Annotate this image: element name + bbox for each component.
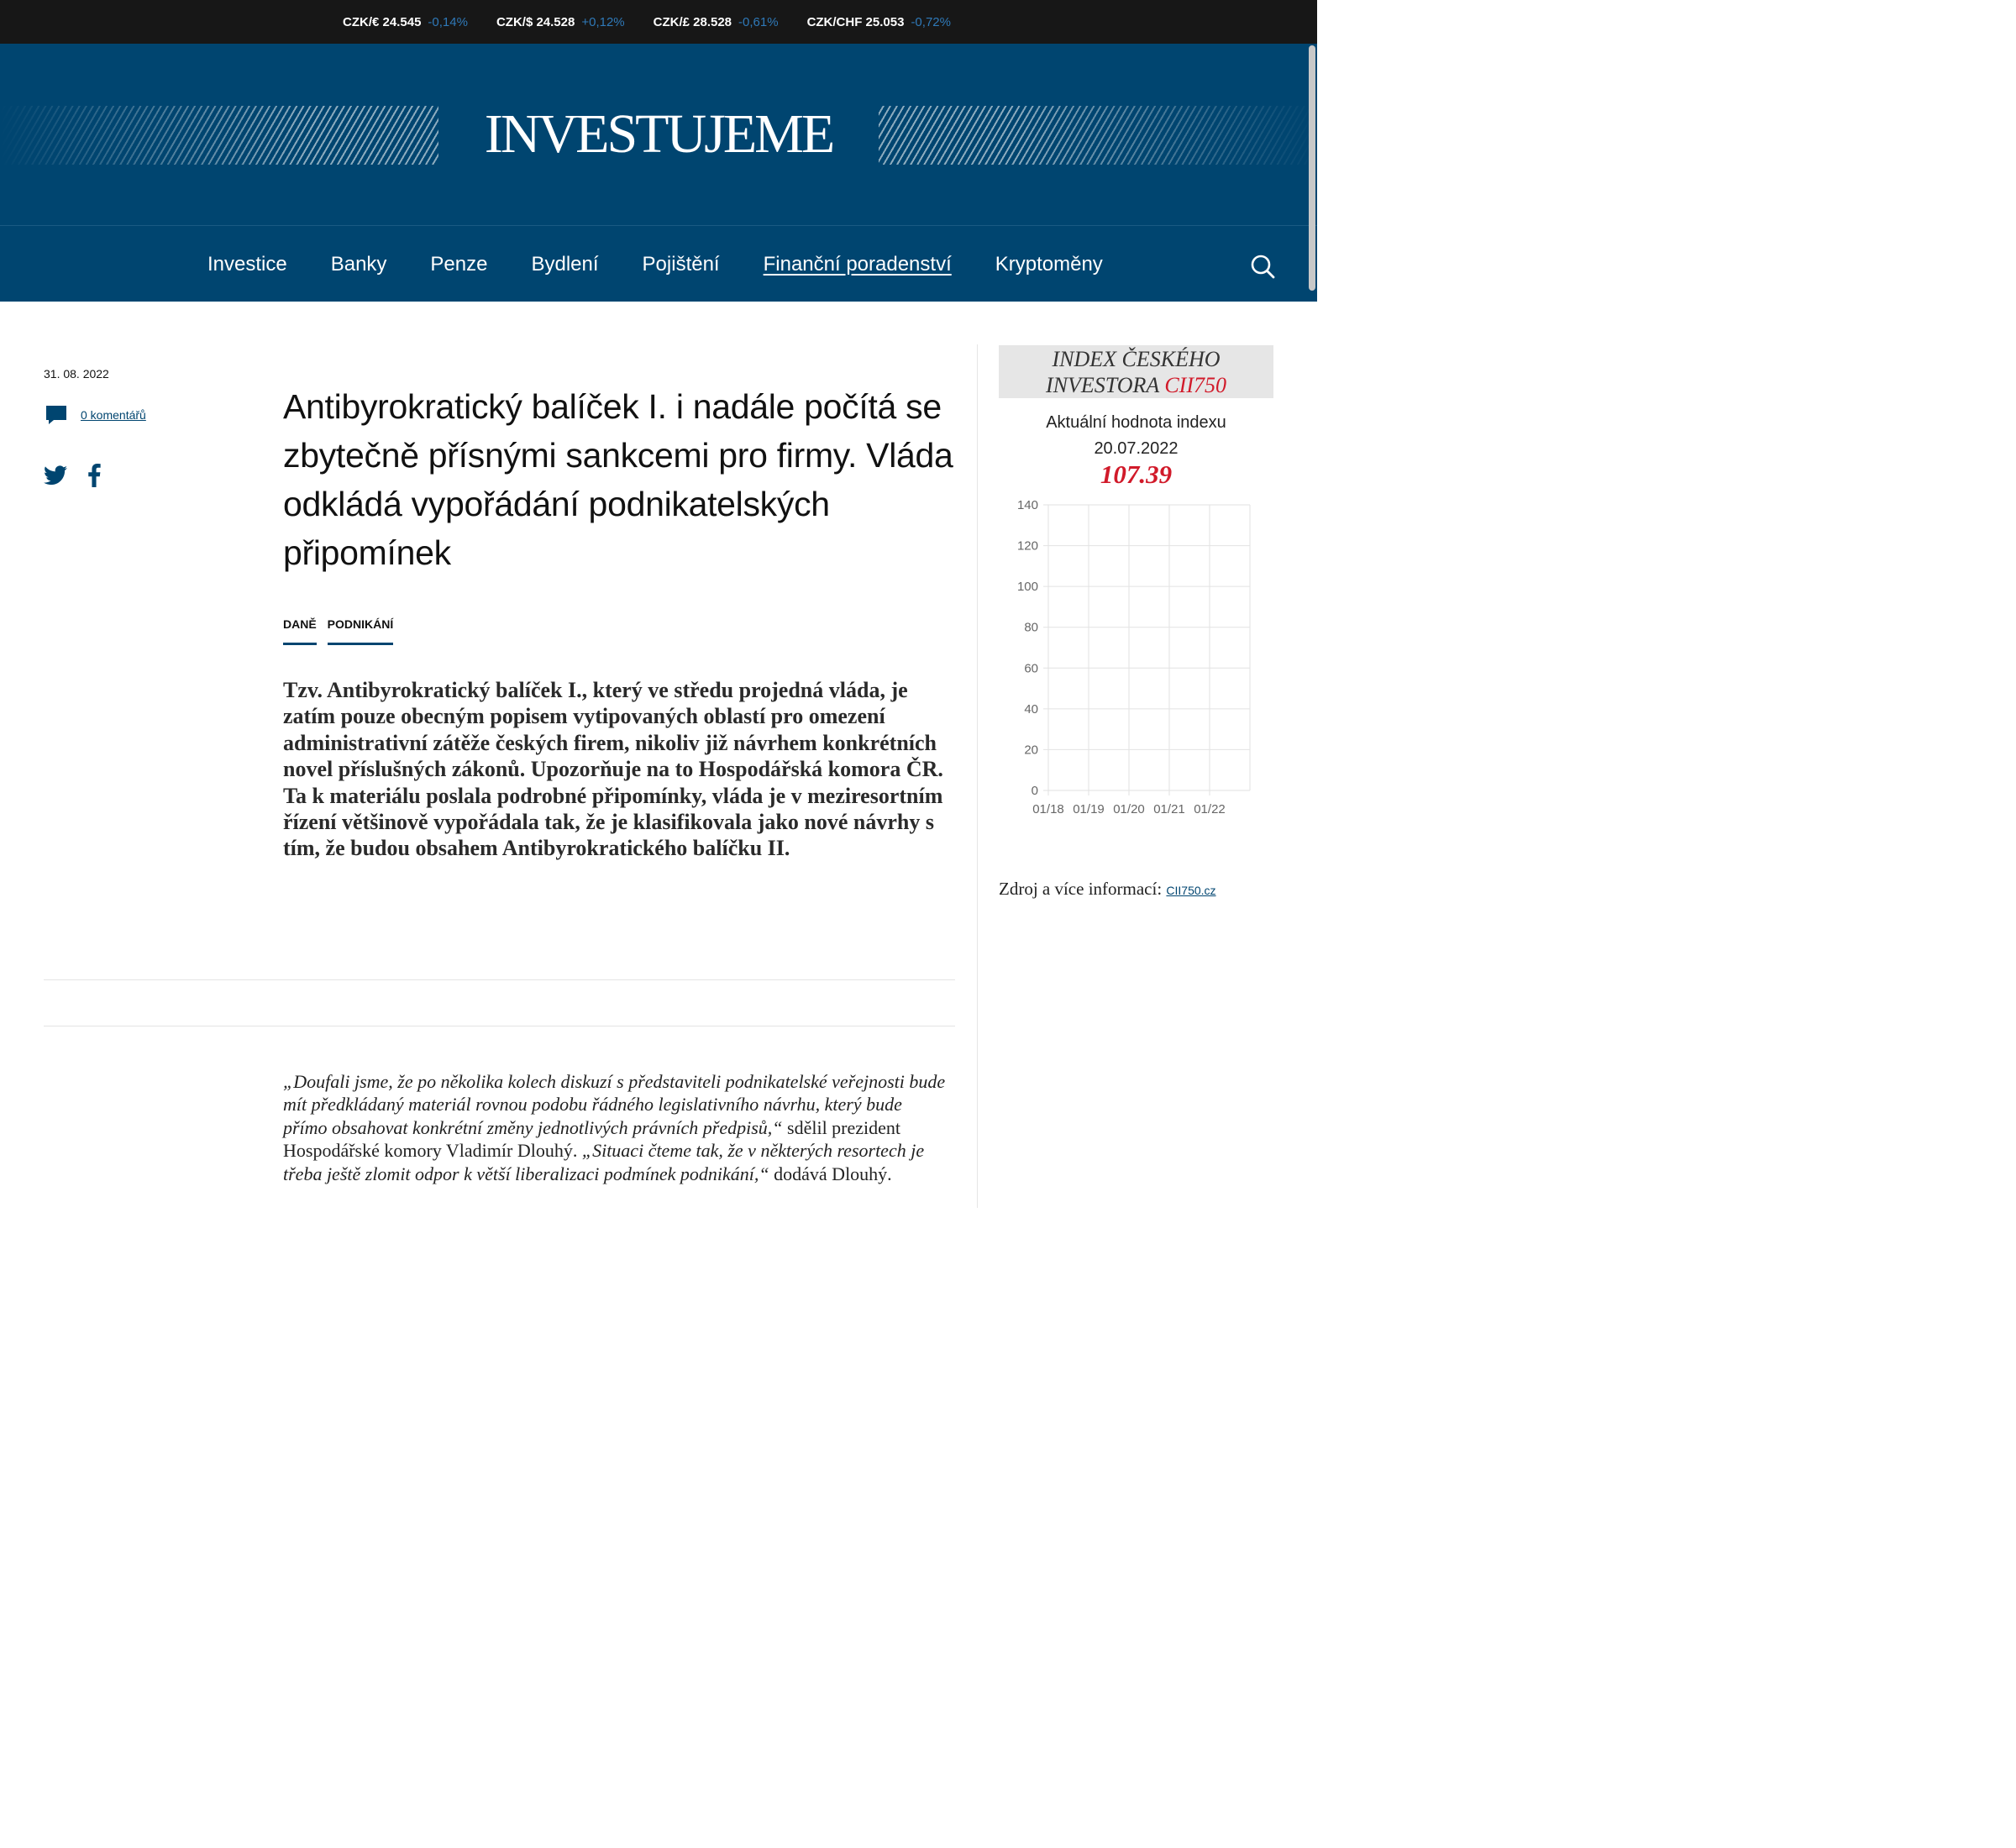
ticker-change: +0,12% [581,14,625,29]
article-perex: Tzv. Antibyrokratický balíček I., který ve středu projedná vláda, je zatím pouze obecným popisem vytipovaných oblastí pro omezení administrativní zátěže českých firem, nikoliv již návrhem konkrétních novel příslušných zákonů. Upozorňuje na to Hospodářská komora ČR. Ta k materiálu poslala podrobné připomínky, vláda je v meziresortním řízení většinově vypořádala tak, že je klasifikovala jako nové návrhy s tím, že budou obsahem Antibyrokratického balíčku II. [283,678,943,861]
social-share [44,464,101,487]
x-tick-label: 01/18 [1032,802,1064,816]
decorative-stripes-right [879,106,1317,165]
ticker-pair: CZK/£ 28.528 [653,14,732,29]
index-title-line [999,372,1273,398]
index-widget-title [999,345,1273,398]
y-tick-label: 0 [1031,784,1038,798]
quote-attribution: sdělil prezident Hospodářské komory Vladimír Dlouhý. [283,1116,901,1162]
article-date: 31. 08. 2022 [44,367,109,381]
ticker-change: -0,14% [428,14,468,29]
x-tick-label: 01/20 [1113,802,1145,816]
y-tick-label: 120 [1016,538,1038,554]
comment-icon[interactable] [44,403,69,427]
quote-text: „Situaci čteme tak, že v některých resortech je třeba ještě zlomit odpor k větší liberalizaci podmínek podnikání,“ [283,1140,925,1184]
scrollbar-thumb[interactable] [1309,45,1315,291]
y-tick-label: 140 [1016,498,1038,512]
quote-attribution: dodává Dlouhý. [769,1163,892,1184]
ticker-item-eur [343,15,468,29]
currency-ticker [0,0,1317,44]
ticker-change: -0,72% [911,14,951,29]
sidebar-divider [977,344,978,1208]
index-code: CII750 [1164,373,1226,397]
decorative-stripes-left [0,106,438,165]
index-subtitle: Aktuální hodnota indexu [1046,413,1226,432]
tag-podnikani[interactable]: PODNIKÁNÍ [328,617,394,645]
nav-menu [185,226,1103,302]
ticker-pair: CZK/€ 24.545 [343,14,422,29]
nav-item-financni-poradenstvi[interactable]: Finanční poradenství [763,252,952,276]
tag-dane[interactable]: DANĚ [283,617,317,645]
article-tags [283,617,393,645]
y-tick-label: 60 [1024,661,1038,676]
ticker-item-usd [496,15,625,29]
nav-item-pojisteni[interactable]: Pojištění [642,252,720,276]
nav-item-penze[interactable]: Penze [430,252,488,276]
quote-text: „Doufali jsme, že po několika kolech diskuzí s představiteli podnikatelské veřejnosti bude mít předkládaný materiál rovnou podobu řádného legislativního návrhu, který bude přímo obsahovat konkrétní změny jednotlivých právních předpisů,“ [283,1071,946,1138]
index-date: 20.07.2022 [1094,439,1179,458]
twitter-icon[interactable] [44,465,67,486]
main-navigation [0,225,1317,302]
nav-item-investice[interactable]: Investice [207,252,287,276]
article-quote-paragraph [283,1070,947,1185]
index-title-text: INVESTORA [1046,373,1165,397]
y-tick-label: 100 [1016,580,1038,595]
y-tick-label: 80 [1024,620,1038,635]
index-chart [999,494,1273,822]
comments-link[interactable]: 0 komentářů [81,408,146,422]
facebook-icon[interactable] [87,464,101,487]
y-tick-label: 20 [1024,743,1038,758]
ticker-item-chf [807,15,951,29]
index-title-line: INDEX ČESKÉHO [1052,347,1221,371]
ticker-item-gbp [654,15,779,29]
ticker-change: -0,61% [738,14,779,29]
comments-link-group [44,403,146,427]
index-subtitle-block [999,410,1273,462]
search-icon[interactable] [1250,254,1275,279]
x-tick-label: 01/22 [1194,802,1226,816]
x-tick-label: 01/21 [1153,802,1185,816]
masthead [0,44,1317,225]
index-value: 107.39 [1100,459,1173,489]
source-label: Zdroj a více informací: [999,879,1167,899]
nav-item-bydleni[interactable]: Bydlení [531,252,599,276]
site-logo[interactable]: INVESTUJEME [484,103,833,165]
index-source [999,879,1216,900]
nav-item-banky[interactable]: Banky [330,252,387,276]
source-link[interactable]: CII750.cz [1166,884,1216,897]
ticker-pair: CZK/CHF 25.053 [806,14,905,29]
y-tick-label: 40 [1024,701,1038,717]
x-tick-label: 01/19 [1073,802,1105,816]
scrollbar[interactable] [1307,44,1317,292]
article-title: Antibyrokratický balíček I. i nadále počítá se zbytečně přísnými sankcemi pro firmy. Vláda odkládá vypořádání podnikatelských připomínek [283,387,953,572]
divider [44,979,955,980]
ticker-pair: CZK/$ 24.528 [496,14,575,29]
nav-item-kryptomeny[interactable]: Kryptoměny [995,252,1103,276]
